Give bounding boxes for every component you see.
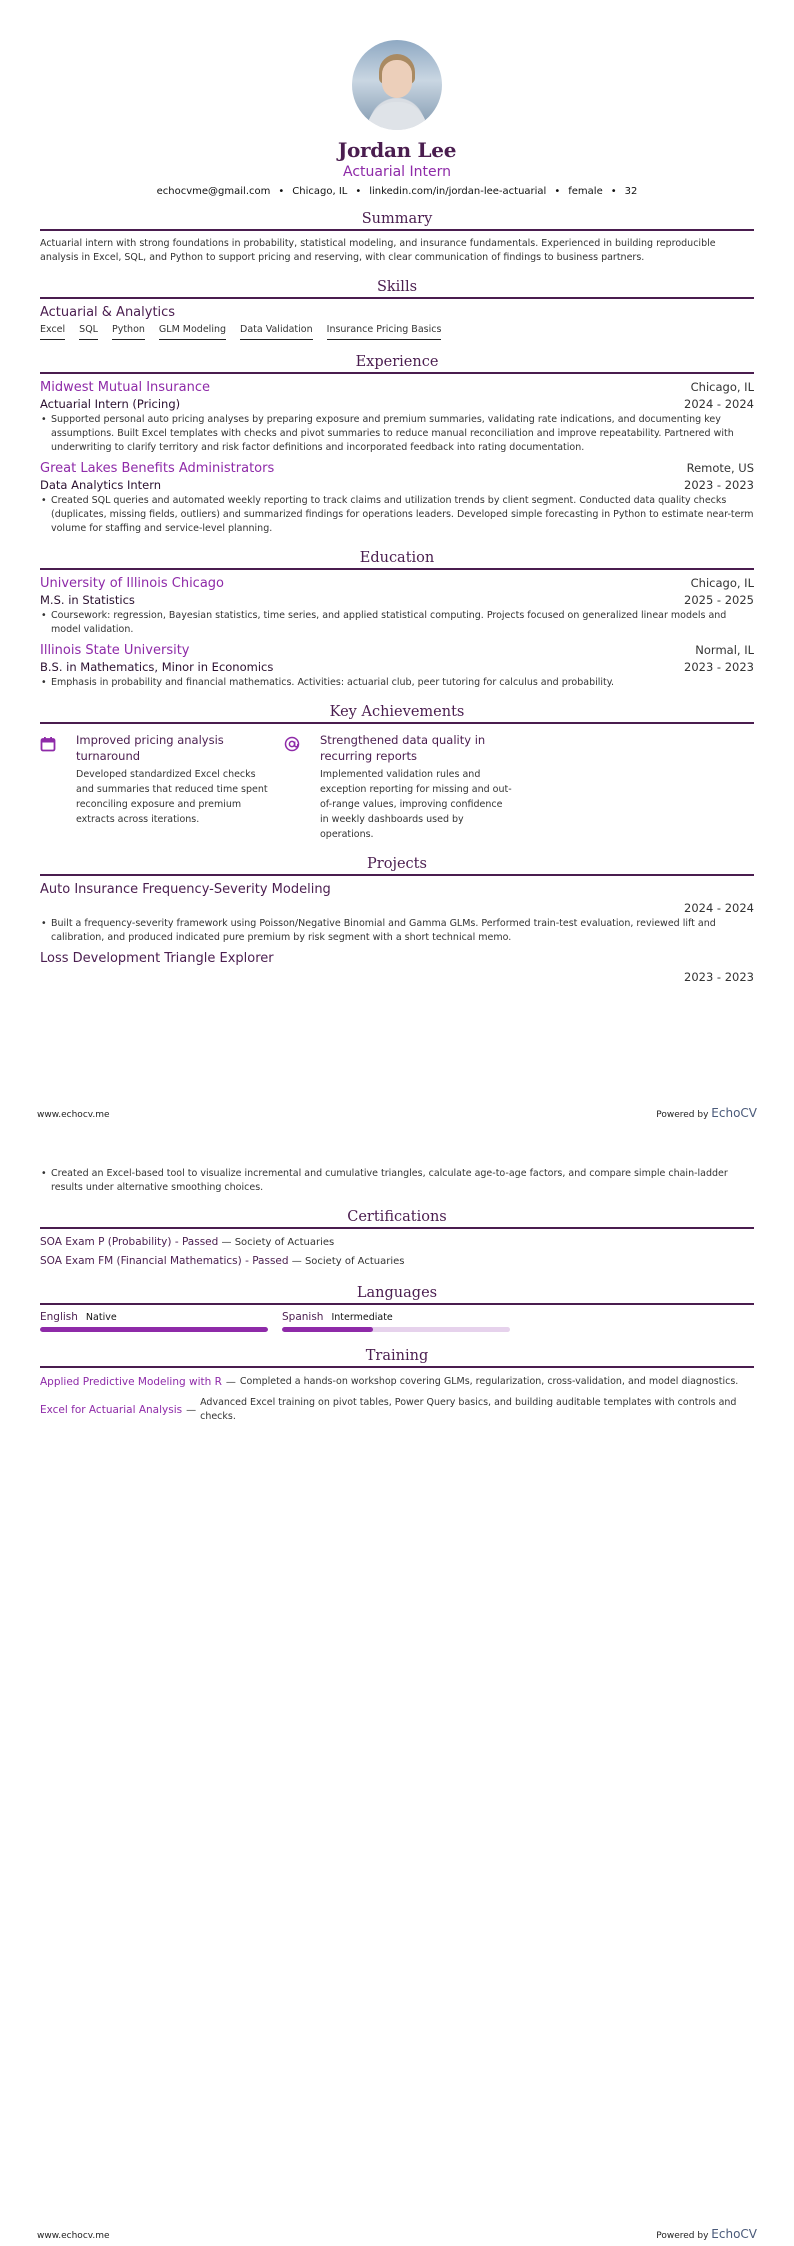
page-footer [37, 2227, 757, 2241]
school-name: University of Illinois Chicago [40, 576, 224, 591]
project-bullet: • Created an Excel-based tool to visualize incremental and cumulative triangles, calculate age-to-age factors, and compare simple chain-ladder results under alternative smoothing choices. [40, 1167, 754, 1195]
separator: • [278, 186, 285, 197]
candidate-title: Actuarial Intern [342, 164, 452, 180]
job-role: Data Analytics Intern [40, 478, 162, 492]
job-dates: 2023 - 2023 [684, 478, 754, 492]
company-name: Midwest Mutual Insurance [40, 380, 210, 395]
candidate-name: Jordan Lee [337, 138, 457, 162]
degree: M.S. in Statistics [40, 593, 135, 607]
section-title-projects: Projects [40, 856, 754, 876]
company-location: Chicago, IL [690, 380, 754, 394]
certification-item [40, 1236, 754, 1248]
skill-item: Data Validation [240, 324, 313, 340]
contact-email[interactable]: echocvme@gmail.com [156, 186, 271, 197]
language-name: Spanish [282, 1311, 324, 1323]
education-entry [40, 643, 754, 690]
language-name: English [40, 1311, 78, 1323]
project-title: Auto Insurance Frequency-Severity Modeling [40, 882, 331, 897]
footer-brand[interactable]: EchoCV [711, 2227, 757, 2241]
achievement-item [284, 732, 514, 842]
school-location: Normal, IL [695, 643, 754, 657]
language-level: Intermediate [331, 1312, 393, 1323]
skill-list [40, 324, 754, 340]
training-name: Excel for Actuarial Analysis [40, 1404, 183, 1416]
job-bullet: • Supported personal auto pricing analyses by preparing exposure and premium summaries, validating rate indications, and documenting key assumptions. Built Excel templates with checks and pivot summaries to reduce manual reconciliation and improve repeatability. Partnered with underwriting to clarify territory and risk factor definitions and incorporated feedback into rating documentation. [40, 413, 754, 455]
language-proficiency-bar [282, 1327, 510, 1332]
training-name: Applied Predictive Modeling with R [40, 1376, 222, 1388]
project-entry [40, 951, 754, 984]
page-footer [37, 1106, 757, 1120]
contact-line [40, 186, 754, 197]
project-dates: 2024 - 2024 [684, 901, 754, 915]
footer-website[interactable]: www.echocv.me [37, 1110, 110, 1120]
avatar [352, 40, 442, 130]
footer-powered-by: Powered by EchoCV [656, 2227, 757, 2241]
job-dates: 2024 - 2024 [684, 397, 754, 411]
calendar-icon [40, 732, 60, 842]
separator: — [186, 1404, 197, 1416]
separator: • [554, 186, 561, 197]
education-dates: 2025 - 2025 [684, 593, 754, 607]
contact-linkedin[interactable]: linkedin.com/in/jordan-lee-actuarial [369, 186, 547, 197]
footer-website[interactable]: www.echocv.me [37, 2231, 110, 2241]
education-entry [40, 576, 754, 637]
education-dates: 2023 - 2023 [684, 660, 754, 674]
project-dates: 2023 - 2023 [684, 970, 754, 984]
experience-entry [40, 461, 754, 536]
certification-name: SOA Exam P (Probability) - Passed [40, 1236, 219, 1248]
training-item [40, 1375, 754, 1389]
languages-grid [40, 1311, 754, 1332]
training-item [40, 1396, 754, 1424]
training-desc: Advanced Excel training on pivot tables, Power Query basics, and building auditable templates with controls and checks. [200, 1397, 737, 1422]
contact-gender: female [568, 186, 603, 197]
training-desc: Completed a hands-on workshop covering GLMs, regularization, cross-validation, and model diagnostics. [239, 1376, 739, 1387]
section-title-achievements: Key Achievements [40, 704, 754, 724]
job-role: Actuarial Intern (Pricing) [40, 397, 181, 411]
education-bullet: • Emphasis in probability and financial mathematics. Activities: actuarial club, peer tutoring for calculus and probability. [40, 676, 754, 690]
at-sign-icon [284, 732, 304, 842]
section-title-summary: Summary [40, 211, 754, 231]
separator: — [225, 1376, 236, 1388]
certification-name: SOA Exam FM (Financial Mathematics) - Passed [40, 1255, 289, 1267]
certification-issuer: Society of Actuaries [234, 1237, 335, 1248]
section-title-certifications: Certifications [40, 1209, 754, 1229]
achievement-title: Improved pricing analysis turnaround [76, 733, 224, 763]
certification-issuer: Society of Actuaries [304, 1256, 405, 1267]
section-title-languages: Languages [40, 1285, 754, 1305]
company-name: Great Lakes Benefits Administrators [40, 461, 275, 476]
skill-item: Python [112, 324, 145, 340]
section-title-experience: Experience [40, 354, 754, 374]
project-bullet: • Built a frequency-severity framework using Poisson/Negative Binomial and Gamma GLMs. Performed train-test evaluation, reviewed lift and calibration, and produced indicated pure premium by risk segment with a short technical memo. [40, 917, 754, 945]
language-proficiency-bar [40, 1327, 268, 1332]
separator: — [291, 1256, 302, 1267]
footer-brand[interactable]: EchoCV [711, 1106, 757, 1120]
school-location: Chicago, IL [690, 576, 754, 590]
achievement-item [40, 732, 270, 842]
achievement-title: Strengthened data quality in recurring reports [320, 733, 486, 763]
language-item [282, 1311, 510, 1332]
degree: B.S. in Mathematics, Minor in Economics [40, 660, 274, 674]
contact-age: 32 [624, 186, 638, 197]
section-title-training: Training [40, 1348, 754, 1368]
resume-header [40, 0, 754, 197]
achievement-desc: Developed standardized Excel checks and summaries that reduced time spent reconciling exposure and premium extracts across iterations. [76, 769, 268, 825]
education-bullet: • Coursework: regression, Bayesian statistics, time series, and applied statistical computing. Projects focused on generalized linear models and model validation. [40, 609, 754, 637]
experience-entry [40, 380, 754, 455]
language-level: Native [85, 1312, 117, 1323]
separator: — [221, 1237, 232, 1248]
footer-powered-by: Powered by EchoCV [656, 1106, 757, 1120]
skill-category: Actuarial & Analytics [40, 305, 176, 320]
achievement-desc: Implemented validation rules and exception reporting for missing and out-of-range values, improving confidence in weekly dashboards used by operations. [320, 769, 512, 840]
summary-text: Actuarial intern with strong foundations in probability, statistical modeling, and insurance fundamentals. Experienced in building reproducible analysis in Excel, SQL, and Python to support pricing and reserving, with clear communication of findings to business partners. [40, 238, 716, 263]
separator: • [355, 186, 362, 197]
language-item [40, 1311, 268, 1332]
achievements-grid [40, 732, 754, 842]
contact-location: Chicago, IL [292, 186, 348, 197]
section-title-education: Education [40, 550, 754, 570]
skill-item: SQL [79, 324, 98, 340]
skill-item: GLM Modeling [159, 324, 226, 340]
job-bullet: • Created SQL queries and automated weekly reporting to track claims and utilization trends by client segment. Conducted data quality checks (duplicates, missing fields, outliers) and summarized findings for operations leaders. Developed simple forecasting in Python to estimate near-term volume for staffing and service-level planning. [40, 494, 754, 536]
company-location: Remote, US [686, 461, 754, 475]
section-title-skills: Skills [40, 279, 754, 299]
separator: • [610, 186, 617, 197]
skill-item: Excel [40, 324, 65, 340]
school-name: Illinois State University [40, 643, 190, 658]
resume-page-2 [0, 1123, 794, 2246]
project-title: Loss Development Triangle Explorer [40, 951, 274, 966]
project-entry [40, 882, 754, 945]
certification-item [40, 1255, 754, 1267]
skill-item: Insurance Pricing Basics [327, 324, 442, 340]
